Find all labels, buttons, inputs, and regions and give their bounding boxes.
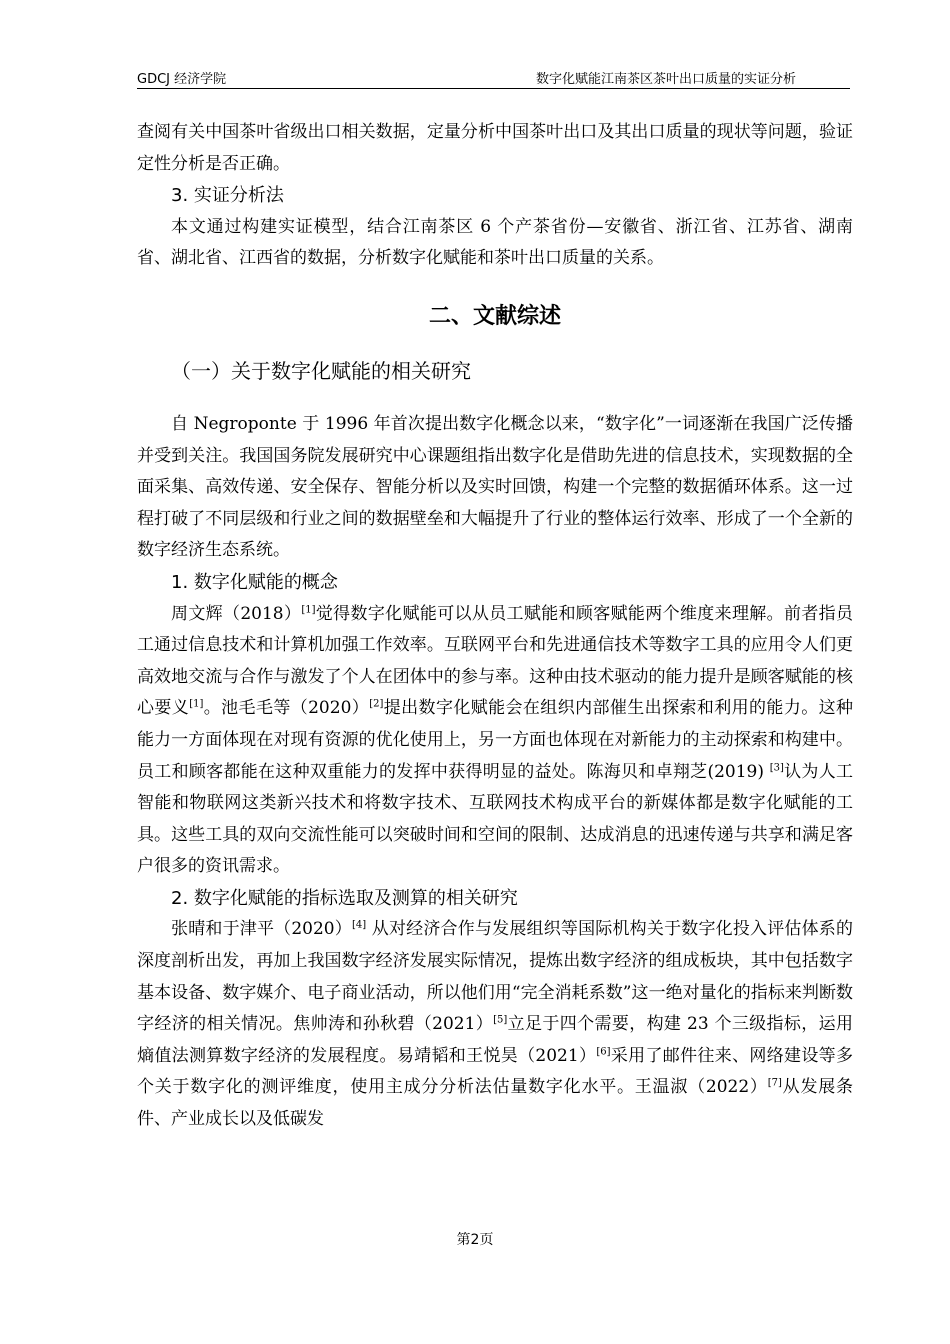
heading-indicators: 2. 数字化赋能的指标选取及测算的相关研究 [171,887,518,909]
citation-ref[interactable]: [7] [767,1077,782,1089]
citation-ref[interactable]: [1] [301,603,316,615]
page-body [137,117,853,1136]
citation-ref[interactable]: [3] [769,761,784,773]
citation-ref[interactable]: [6] [596,1046,611,1058]
citation-ref[interactable]: [2] [369,698,384,710]
header-paper-title: 数字化赋能江南茶区茶叶出口质量的实证分析 [535,72,796,87]
page-number: 第2页 [456,1232,494,1248]
paragraph-indicators: 张晴和于津平（2020）[4] 从对经济合作与发展组织等国际机构关于数字化投入评估体系的深度剖析出发，再加上我国数字经济发展实际情况，提炼出数字经济的组成板块，其中包括数字基本设备、数字媒介、电子商业活动，所以他们用“完全消耗系数”这一绝对量化的指标来判断数字经济的相关情况。焦帅涛和孙秋碧（2021）[5]立足于四个需要，构建 23 个三级指标，运用熵值法测算数字经济的发展程度。易靖韬和王悦昊（2021）[6]采用了邮件往来、网络建设等多个关于数字化的测评维度，使用主成分分析法估量数字化水平。王温淑（2022）[7]从发展条件、产业成长以及低碳发 [137,919,854,1130]
paragraph-empirical-method: 本文通过构建实证模型，结合江南茶区 6 个产茶省份—安徽省、浙江省、江苏省、湖南省、湖北省、江西省的数据，分析数字化赋能和茶叶出口质量的关系。 [137,216,853,269]
paragraph-continued: 查阅有关中国茶叶省级出口相关数据，定量分析中国茶叶出口及其出口质量的现状等问题，验证定性分析是否正确。 [137,122,853,174]
page-header [137,66,850,89]
paragraph-concept: 周文辉（2018）[1]觉得数字化赋能可以从员工赋能和顾客赋能两个维度来理解。前者指员工通过信息技术和计算机加强工作效率。互联网平台和先进通信技术等数字工具的应用令人们更高效地交流与合作与激发了个人在团体中的参与率。这种由技术驱动的能力提升是顾客赋能的核心要义[1]。池毛毛等（2020）[2]提出数字化赋能会在组织内部催生出探索和利用的能力。这种能力一方面体现在对现有资源的优化使用上，另一方面也体现在对新能力的主动探索和构建中。员工和顾客都能在这种双重能力的发挥中获得明显的益处。陈海贝和卓翔芝(2019) [3]认为人工智能和物联网这类新兴技术和将数字技术、互联网技术构成平台的新媒体都是数字化赋能的工具。这些工具的双向交流性能可以突破时间和空间的限制、达成消息的迅速传递与共享和满足客户很多的资讯需求。 [137,603,854,877]
section-title: （一）关于数字化赋能的相关研究 [171,358,471,383]
header-institution: GDCJ 经济学院 [137,72,227,87]
citation-ref[interactable]: [1] [189,698,204,710]
citation-ref[interactable]: [4] [352,919,367,931]
paragraph-intro: 自 Negroponte 于 1996 年首次提出数字化概念以来，“数字化”一词逐渐在我国广泛传播并受到关注。我国国务院发展研究中心课题组指出数字化是借助先进的信息技术，实现数据的全面采集、高效传递、安全保存、智能分析以及实时回馈，构建一个完整的数据循环体系。这一过程打破了不同层级和行业之间的数据壁垒和大幅提升了行业的整体运行效率、形成了一个全新的数字经济生态系统。 [137,413,853,561]
heading-empirical-method: 3. 实证分析法 [171,185,284,207]
chapter-title: 二、文献综述 [428,303,561,329]
heading-concept: 1. 数字化赋能的概念 [171,571,338,593]
citation-ref[interactable]: [5] [493,1014,508,1026]
